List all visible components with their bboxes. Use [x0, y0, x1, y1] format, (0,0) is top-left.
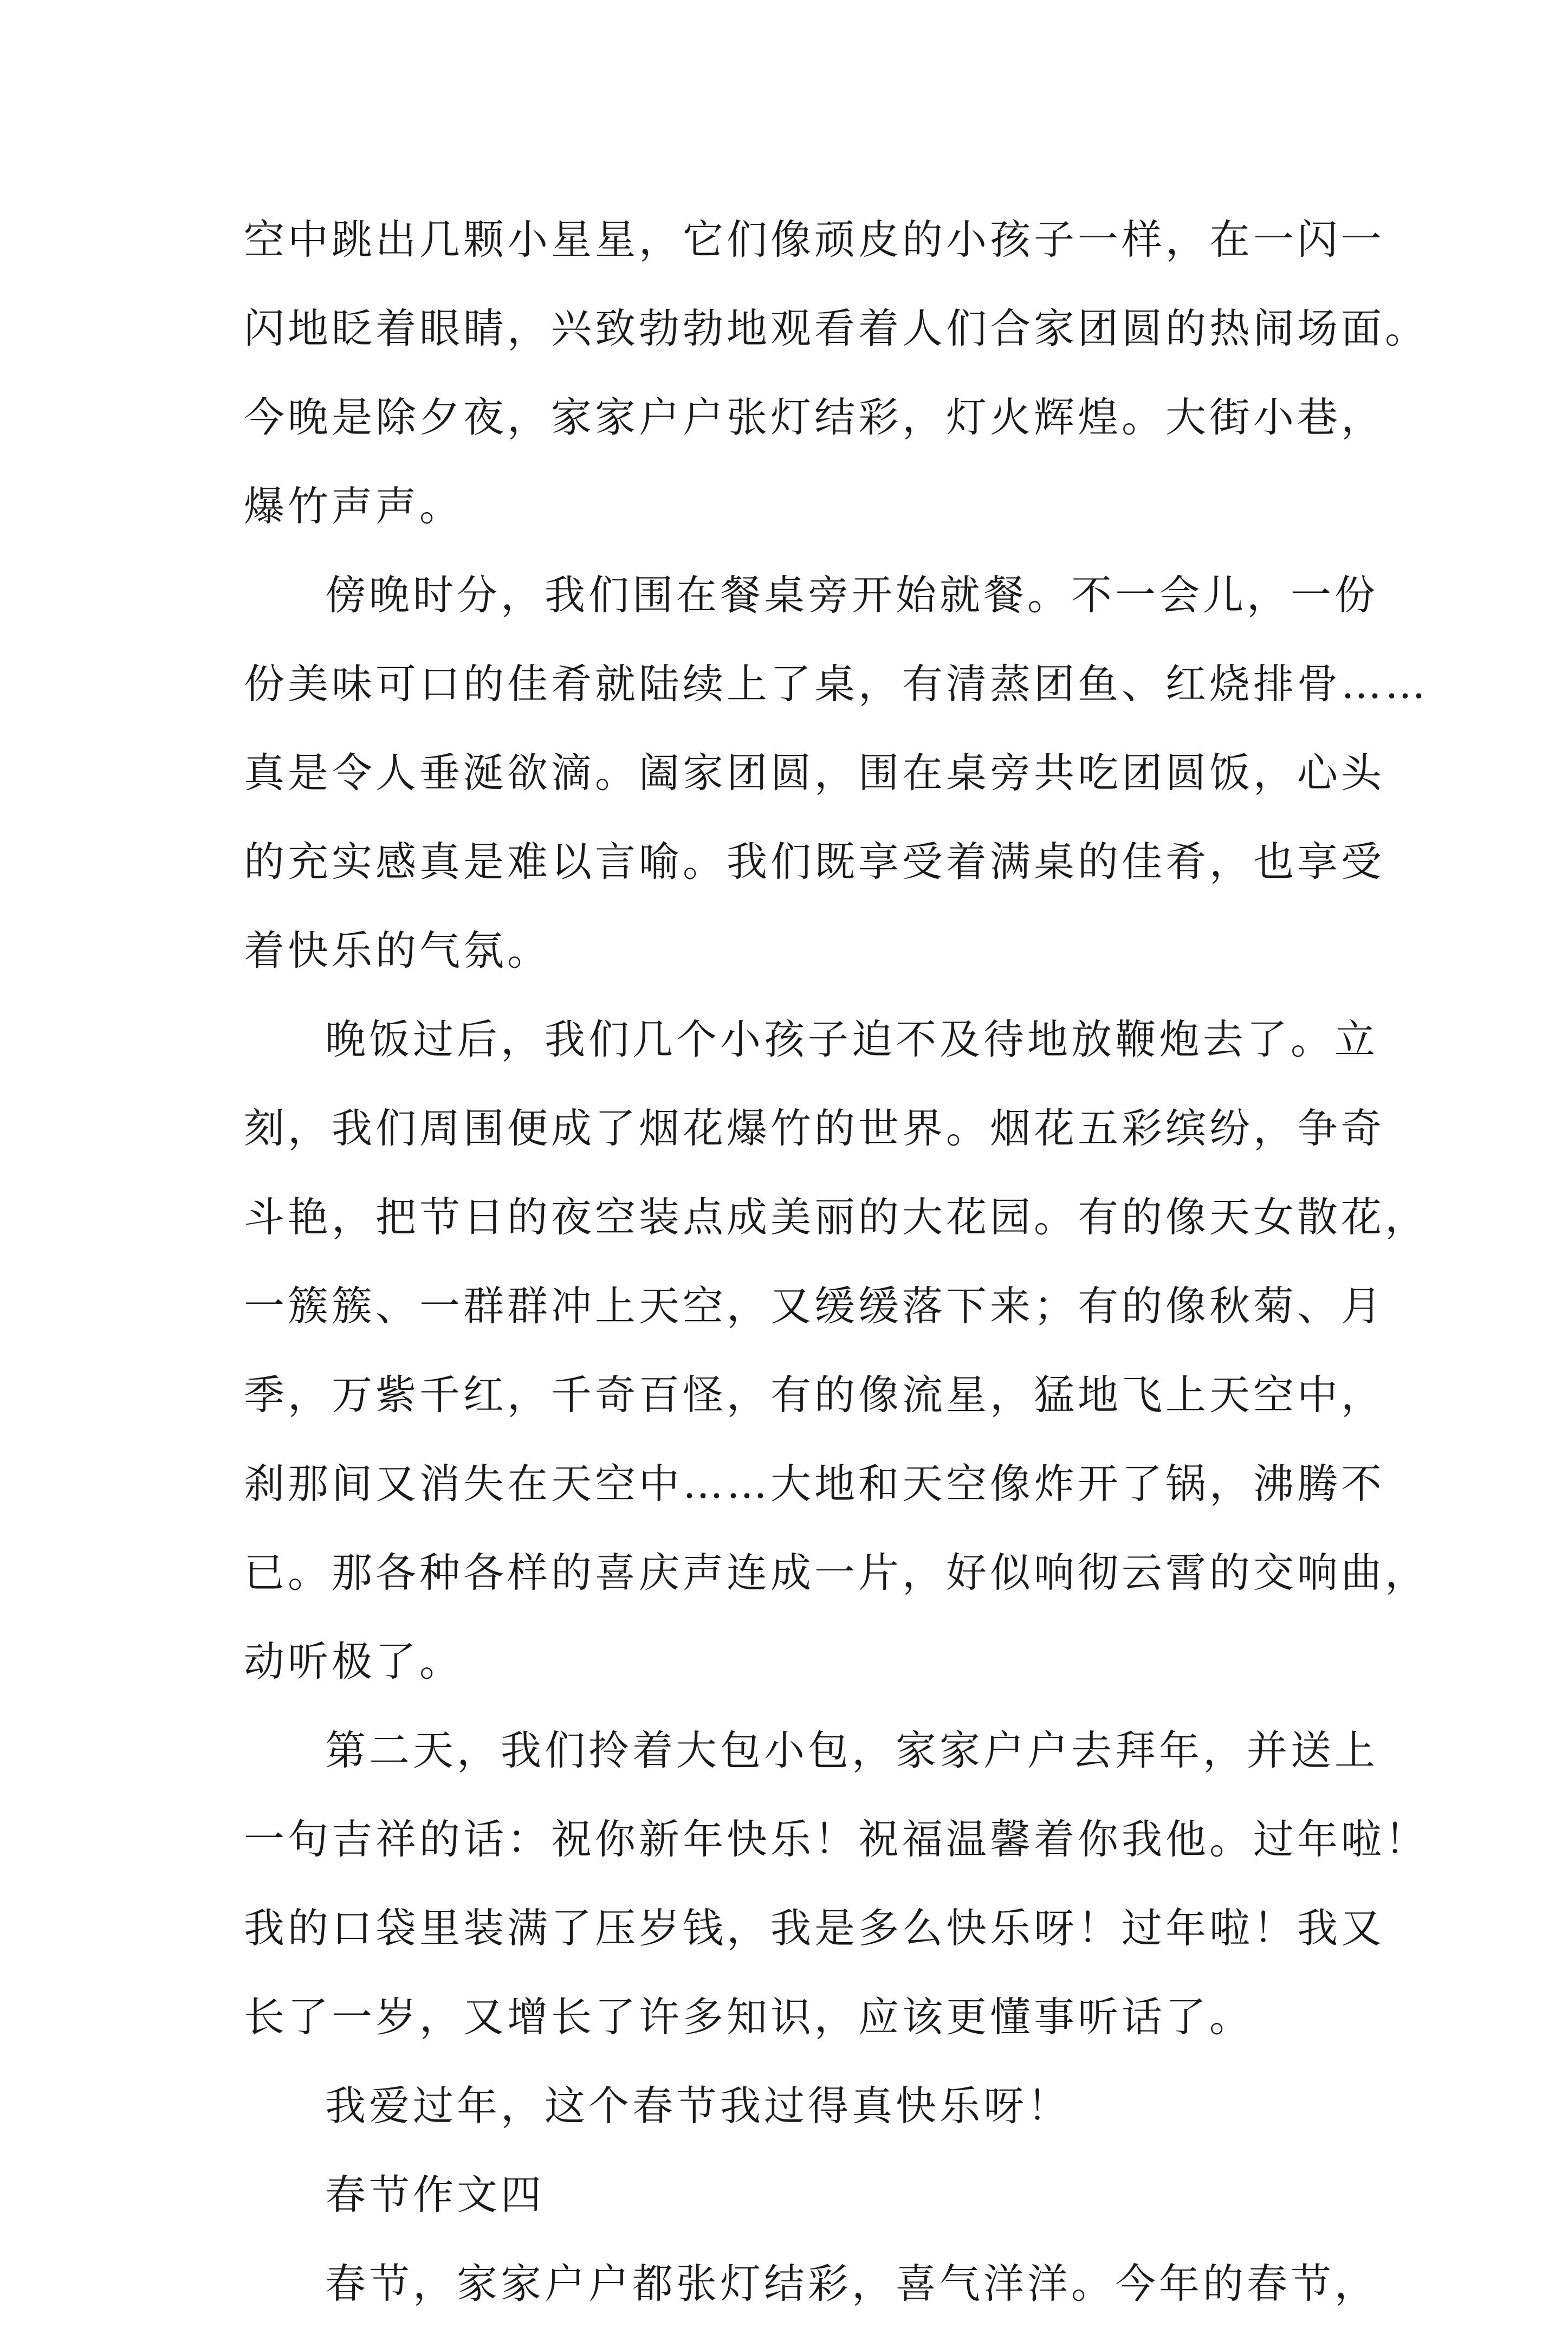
essay-body — [244, 195, 1429, 2328]
paragraph-start-line: 晚饭过后，我们几个小孩子迫不及待地放鞭炮去了。立 — [325, 1016, 1379, 1063]
text-line: 份美味可口的佳肴就陆续上了桌，有清蒸团鱼、红烧排骨…… — [244, 660, 1429, 708]
text-line: 季，万紫千红，千奇百怪，有的像流星，猛地飞上天空中， — [244, 1371, 1385, 1419]
text-line: 刹那间又消失在天空中……大地和天空像炸开了锅，沸腾不 — [244, 1460, 1385, 1508]
text-line: 真是令人垂涎欲滴。阖家团圆，围在桌旁共吃团圆饭，心头 — [244, 749, 1385, 797]
text-line: 斗艳，把节日的夜空装点成美丽的大花园。有的像天女散花， — [244, 1193, 1429, 1241]
text-line: 一句吉祥的话：祝你新年快乐！祝福温馨着你我他。过年啦！ — [244, 1815, 1429, 1863]
text-line: 今晚是除夕夜，家家户户张灯结彩，灯火辉煌。大街小巷， — [244, 393, 1385, 441]
text-line: 闪地眨着眼睛，兴致勃勃地观看着人们合家团圆的热闹场面。 — [244, 305, 1429, 352]
paragraph-start-line: 我爱过年，这个春节我过得真快乐呀！ — [325, 2082, 1072, 2130]
text-line: 的充实感真是难以言喻。我们既享受着满桌的佳肴，也享受 — [244, 838, 1385, 885]
paragraph-start-line: 第二天，我们拎着大包小包，家家户户去拜年，并送上 — [325, 1726, 1379, 1774]
text-line: 已。那各种各样的喜庆声连成一片，好似响彻云霄的交响曲， — [244, 1549, 1429, 1596]
text-line: 爆竹声声。 — [244, 482, 464, 530]
text-line: 长了一岁，又增长了许多知识，应该更懂事听话了。 — [244, 1993, 1254, 2041]
section-heading: 春节作文四 — [325, 2171, 545, 2219]
text-line: 一簇簇、一群群冲上天空，又缓缓落下来；有的像秋菊、月 — [244, 1282, 1385, 1330]
text-line: 动听极了。 — [244, 1638, 464, 1685]
paragraph-start-line: 春节，家家户户都张灯结彩，喜气洋洋。今年的春节， — [325, 2260, 1379, 2307]
text-line: 着快乐的气氛。 — [244, 927, 552, 974]
paragraph-start-line: 傍晚时分，我们围在餐桌旁开始就餐。不一会儿，一份 — [325, 571, 1379, 619]
text-line: 空中跳出几颗小星星，它们像顽皮的小孩子一样，在一闪一 — [244, 216, 1385, 263]
text-line: 刻，我们周围便成了烟花爆竹的世界。烟花五彩缤纷，争奇 — [244, 1104, 1385, 1152]
text-line: 我的口袋里装满了压岁钱，我是多么快乐呀！过年啦！我又 — [244, 1904, 1385, 1952]
